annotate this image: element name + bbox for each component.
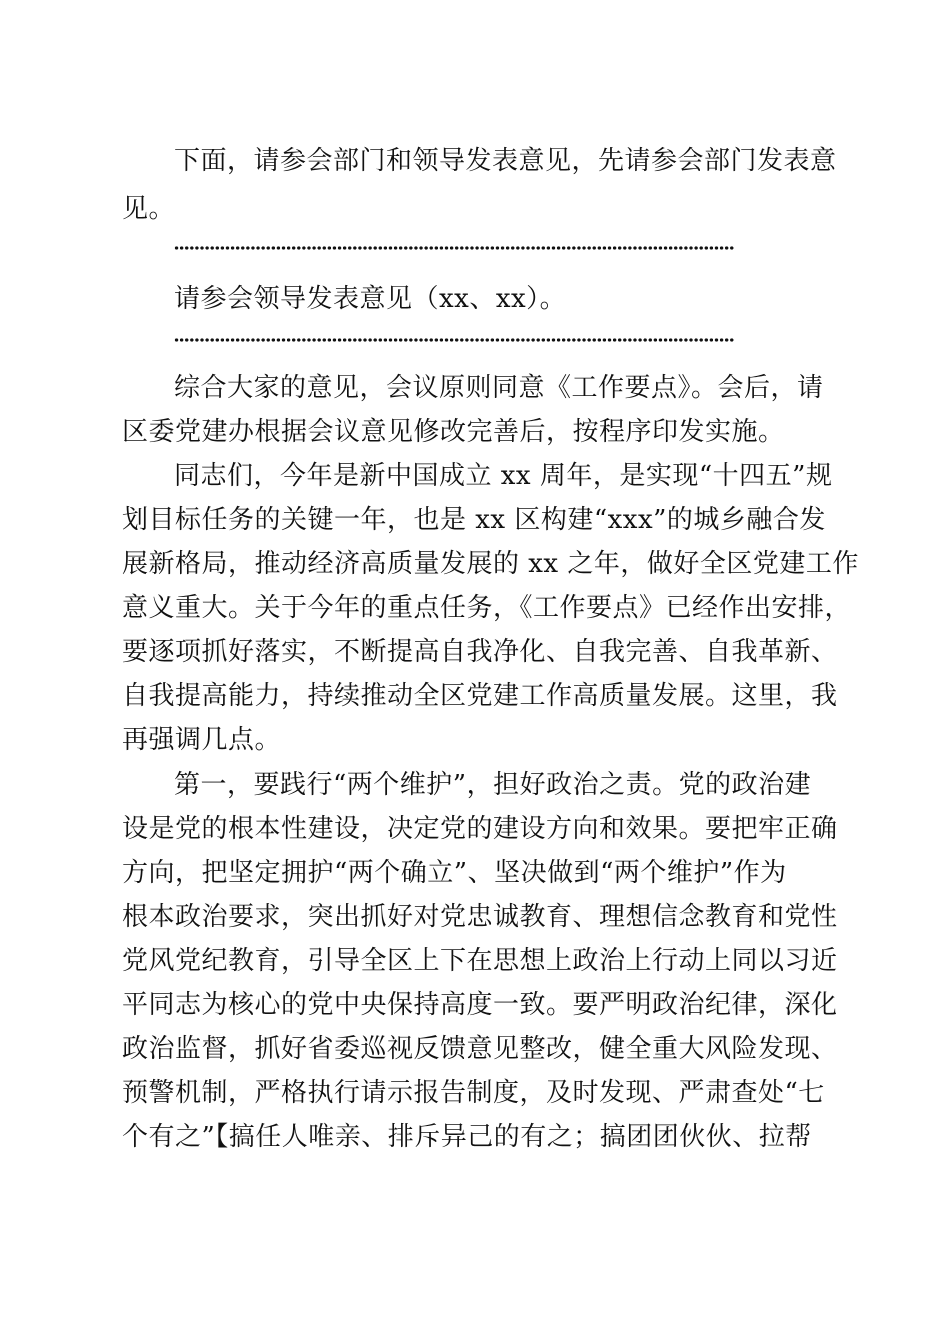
para4-line6: 自我提高能力，持续推动全区党建工作高质量发展。这里，我 [122, 681, 838, 711]
para5-line2: 设是党的根本性建设，决定党的建设方向和效果。要把牢正确 [122, 814, 838, 844]
para5-line1: 第一，要践行“两个维护”，担好政治之责。党的政治建 [174, 770, 812, 800]
para5-line8: 预警机制，严格执行请示报告制度，及时发现、严肃查处“七 [122, 1078, 825, 1108]
para4-line7: 再强调几点。 [122, 725, 282, 755]
para5-line6: 平同志为核心的党中央保持高度一致。要严明政治纪律，深化 [122, 990, 838, 1020]
para4-line5: 要逐项抓好落实，不断提高自我净化、自我完善、自我革新、 [122, 637, 838, 667]
para5-line3: 方向，把坚定拥护“两个确立”、坚决做到“两个维护”作为 [122, 858, 787, 888]
para1-line2: 见。 [122, 194, 176, 224]
para4-line1: 同志们，今年是新中国成立 xx 周年，是实现“十四五”规 [174, 461, 833, 491]
para5-line7: 政治监督，抓好省委巡视反馈意见整改，健全重大风险发现、 [122, 1034, 838, 1064]
para5-line4: 根本政治要求，突出抓好对党忠诚教育、理想信念教育和党性 [122, 902, 838, 932]
ellipsis-divider-2 [174, 336, 734, 344]
para5-line5: 党风党纪教育，引导全区上下在思想上政治上行动上同以习近 [122, 946, 838, 976]
para4-line4: 意义重大。关于今年的重点任务，《工作要点》已经作出安排， [122, 593, 852, 623]
para5-line9: 个有之”【搞任人唯亲、排斥异己的有之；搞团团伙伙、拉帮 [122, 1122, 812, 1152]
para4-line3: 展新格局，推动经济高质量发展的 xx 之年，做好全区党建工作 [122, 549, 859, 579]
para2-line1: 请参会领导发表意见（xx、xx）。 [174, 284, 567, 314]
para4-line2: 划目标任务的关键一年，也是 xx 区构建“xxx”的城乡融合发 [122, 505, 826, 535]
para3-line2: 区委党建办根据会议意见修改完善后，按程序印发实施。 [122, 417, 785, 447]
para1-line1: 下面，请参会部门和领导发表意见，先请参会部门发表意 [174, 146, 837, 176]
para3-line1: 综合大家的意见，会议原则同意《工作要点》。会后，请 [174, 373, 824, 403]
ellipsis-divider-1 [174, 244, 734, 252]
